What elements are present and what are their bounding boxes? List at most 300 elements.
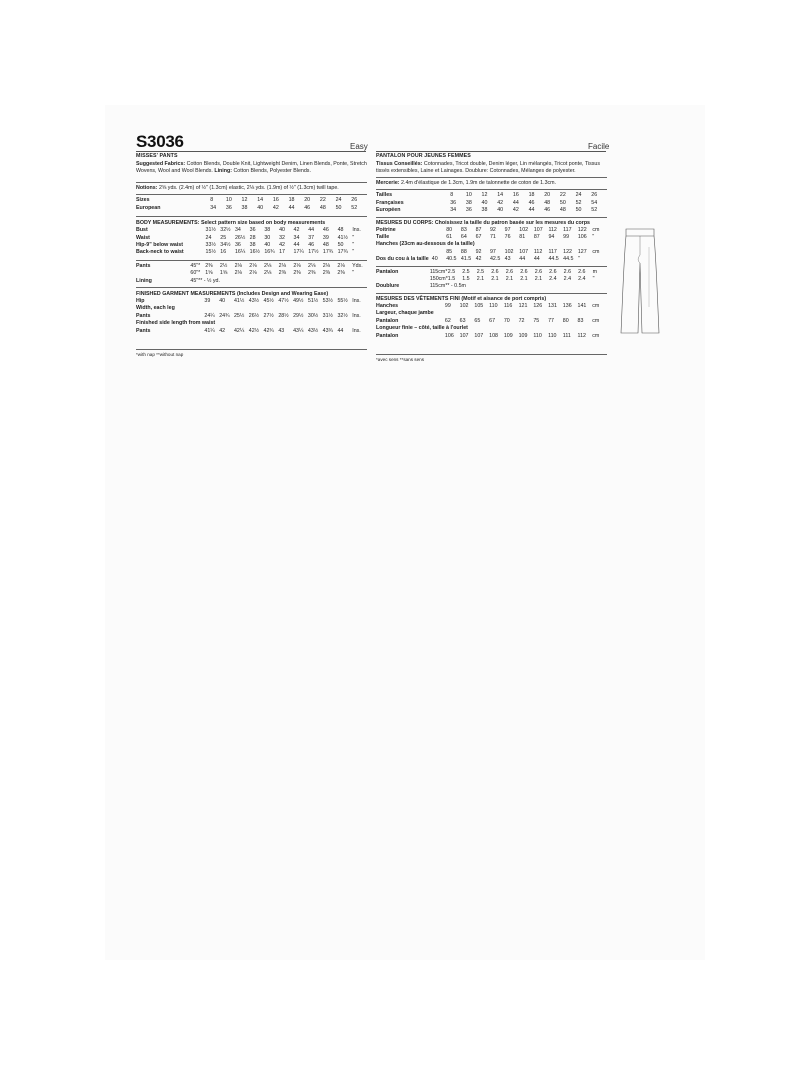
spacer: [195, 197, 211, 204]
row-label: Longueur finie – côté, taille à l'ourlet: [376, 325, 468, 332]
table-cell: 39: [322, 234, 329, 241]
pattern-code: S3036: [136, 132, 184, 151]
table-cell: 102: [504, 248, 514, 255]
unit-label: cm: [592, 248, 600, 255]
table-cell: 76: [504, 234, 511, 241]
table-cell: 50: [337, 242, 344, 249]
unit-label: Ins.: [352, 327, 361, 334]
table-cell: 2.1: [520, 276, 528, 283]
table-cell: 106: [577, 234, 587, 241]
table-cell: 72: [518, 317, 525, 324]
table-cell: 1⅝: [205, 270, 213, 277]
table-cell: 31½: [205, 227, 216, 234]
table-cell: 27½: [263, 312, 274, 319]
table-cell: 109: [503, 332, 513, 339]
table-cell: 40: [219, 298, 226, 305]
spacer: [431, 318, 445, 325]
table-cell: 26: [591, 192, 598, 199]
table-cell: 1⅝: [219, 270, 228, 277]
table-cell: 20: [544, 192, 551, 199]
table-cell: 136: [562, 302, 572, 309]
lining-text: Cotton Blends, Polyester Blends.: [233, 168, 311, 175]
table-cell: 42.5: [489, 256, 501, 263]
table-cell: 17½: [308, 249, 319, 256]
table-cell: 83: [577, 317, 584, 324]
table-cell: 87: [475, 226, 482, 233]
unit-label: ": [592, 234, 595, 241]
table-cell: 16: [220, 249, 227, 256]
table-row: [136, 320, 367, 327]
unit-label: cm: [592, 332, 600, 339]
table-cell: 107: [519, 248, 529, 255]
divider: [376, 293, 607, 294]
table-cell: 48: [337, 227, 344, 234]
row-label: Taille: [376, 234, 390, 241]
table-cell: 62: [444, 317, 451, 324]
table-cell: 44: [293, 242, 300, 249]
table-cell: 111: [562, 332, 571, 339]
pants-line-drawing-icon: [616, 227, 666, 335]
table-cell: 40: [257, 204, 264, 211]
table-row: [376, 318, 607, 325]
lining-row: [136, 278, 367, 285]
table-cell: 110: [489, 302, 498, 309]
divider: [136, 287, 367, 288]
table-cell: 38: [241, 204, 248, 211]
fabrics-text: Cotton Blends, Double Knit, Lightweight Denim, Linen Blends, Ponte, Stretch Wovens, Wool and Wool Blends.: [136, 161, 367, 175]
unit-label: m: [592, 268, 598, 275]
table-cell: 43: [278, 327, 285, 334]
table-cell: 49½: [293, 298, 304, 305]
table-cell: 112: [548, 226, 557, 233]
french-footnote: *avec sens **sans sens: [376, 356, 425, 362]
row-label: Européen: [376, 207, 401, 214]
table-cell: 25½: [233, 312, 245, 319]
spacer: [191, 235, 205, 242]
table-cell: 2.5: [447, 268, 456, 275]
table-cell: 42: [293, 227, 300, 234]
table-cell: 1.5: [462, 276, 470, 283]
table-cell: 75: [533, 317, 540, 324]
table-cell: 16¼: [234, 249, 246, 256]
table-cell: 2.1: [491, 276, 499, 283]
table-cell: 83: [460, 226, 467, 233]
table-cell: 14: [497, 192, 504, 199]
table-cell: 97: [489, 248, 496, 255]
spacer: [191, 227, 205, 234]
table-cell: 32: [279, 234, 285, 241]
row-label: Françaises: [376, 199, 404, 206]
finished-measurements-table: [376, 303, 607, 340]
table-cell: 117: [548, 248, 557, 255]
row-label: Waist: [136, 234, 150, 241]
divider: [136, 260, 367, 261]
table-cell: 2.1: [476, 276, 485, 283]
table-cell: 34: [210, 204, 217, 211]
row-label: Hip-9" below waist: [136, 242, 183, 249]
table-cell: 29½: [293, 312, 304, 319]
table-cell: 42½: [248, 327, 260, 334]
body-measurements-header: MESURES DU CORPS: Choisissez la taille du patron basée sur les mesures du corps: [376, 219, 590, 226]
french-title: PANTALON POUR JEUNES FEMMES: [376, 153, 471, 159]
table-cell: 107: [533, 226, 543, 233]
table-cell: 2⅛: [322, 262, 331, 269]
table-cell: 46: [308, 242, 315, 249]
row-label: Pantalon: [376, 332, 399, 339]
table-cell: 26½: [234, 234, 246, 241]
row-label: Poitrine: [376, 226, 396, 233]
fabric-width: 45"*: [190, 262, 201, 269]
table-cell: 67: [475, 234, 482, 241]
table-cell: 14: [257, 197, 264, 204]
table-cell: 22: [319, 197, 326, 204]
divider: [376, 189, 607, 190]
table-cell: 63: [459, 317, 466, 324]
table-cell: 36: [450, 199, 457, 206]
table-row: [376, 227, 607, 234]
table-cell: 46: [304, 204, 311, 211]
table-cell: 2⅛: [249, 262, 257, 269]
table-cell: 40: [279, 227, 285, 234]
table-row: [376, 276, 607, 283]
spacer: [435, 192, 451, 199]
table-cell: 77: [548, 317, 554, 324]
table-cell: 36: [225, 204, 232, 211]
spacer: [431, 303, 445, 310]
notions-text: 2.4m d'élastique de 1.3cm, 1.9m de talonnette de coton de 1.3cm.: [401, 180, 557, 187]
unit-label: Ins.: [352, 227, 361, 234]
table-cell: 106: [444, 332, 454, 339]
table-cell: 20: [304, 197, 311, 204]
row-label: Pants: [136, 262, 151, 269]
row-label: Width, each leg: [136, 305, 175, 312]
spacer: [190, 328, 204, 335]
finished-measurements-header: MESURES DES VÊTEMENTS FINI (Motif et aisance de port compris): [376, 295, 547, 302]
unit-label: ": [352, 270, 354, 277]
table-cell: 102: [519, 226, 529, 233]
table-cell: 2⅛: [234, 262, 242, 269]
table-cell: 81: [519, 234, 526, 241]
table-cell: 54: [591, 199, 598, 206]
spacer: [432, 249, 446, 256]
table-row: [136, 305, 367, 312]
row-label: Pantalon: [376, 268, 399, 275]
table-cell: 141: [577, 302, 587, 309]
table-cell: 40: [497, 207, 504, 214]
table-cell: 26½: [248, 312, 260, 319]
table-cell: 38: [481, 207, 488, 214]
table-cell: 109: [518, 332, 528, 339]
english-footnote: *with nap **without nap: [136, 352, 184, 358]
english-fabrics: [136, 161, 367, 175]
table-cell: 24¼: [204, 312, 215, 319]
table-cell: 12: [481, 192, 488, 199]
table-cell: 2⅛: [234, 270, 242, 277]
table-cell: 44: [288, 204, 295, 211]
table-cell: 24: [205, 234, 212, 241]
table-cell: 30: [264, 234, 271, 241]
table-cell: 2⅛: [249, 270, 257, 277]
table-cell: 2⅜: [293, 270, 301, 277]
size-table: [136, 197, 367, 212]
table-row: [376, 207, 607, 214]
table-cell: 25: [220, 234, 227, 241]
table-cell: 105: [474, 302, 484, 309]
table-cell: 88: [460, 248, 467, 255]
table-cell: 44: [512, 199, 519, 206]
table-cell: 2.1: [505, 276, 514, 283]
table-row: [376, 249, 607, 256]
table-cell: 26: [351, 197, 358, 204]
table-cell: 22: [559, 192, 566, 199]
pattern-envelope-back: [105, 105, 705, 960]
table-cell: 2⅛: [337, 262, 345, 269]
table-cell: 34½: [220, 242, 231, 249]
table-cell: 41.5: [460, 256, 472, 263]
table-cell: 2.1: [534, 276, 543, 283]
table-cell: 40.5: [446, 256, 457, 263]
table-row: [136, 270, 367, 277]
divider: [376, 177, 607, 178]
size-table: [376, 192, 607, 214]
table-cell: 42: [475, 256, 482, 263]
table-cell: 28: [249, 234, 256, 241]
row-label: Doublure: [376, 283, 400, 290]
table-row: [376, 333, 607, 340]
lining-label: Lining:: [214, 168, 232, 175]
table-row: [376, 269, 607, 276]
table-cell: 71: [489, 234, 496, 241]
table-cell: 43½: [248, 298, 260, 305]
table-cell: 2⅛: [308, 262, 316, 269]
table-cell: 2.6: [534, 268, 543, 275]
table-row: [136, 197, 367, 204]
table-cell: 122: [577, 226, 587, 233]
table-cell: 110: [548, 332, 557, 339]
row-label: Finished side length from waist: [136, 320, 216, 327]
table-cell: 2½: [219, 262, 228, 269]
table-row: [136, 313, 367, 320]
english-title: MISSES' PANTS: [136, 153, 178, 159]
table-cell: 17¼: [293, 249, 304, 256]
table-cell: 42: [512, 207, 519, 214]
table-cell: 24¾: [219, 312, 230, 319]
fabric-width: 115cm*: [429, 268, 448, 275]
table-cell: 32½: [337, 312, 348, 319]
table-cell: 110: [533, 332, 542, 339]
unit-label: ": [577, 256, 580, 263]
table-cell: 2.5: [476, 268, 485, 275]
table-cell: 42¾: [263, 327, 274, 334]
table-cell: 61: [446, 234, 453, 241]
row-label: Largeur, chaque jambe: [376, 310, 434, 317]
table-cell: 41½: [233, 298, 245, 305]
row-label: Pants: [136, 312, 151, 319]
row-label: [376, 276, 430, 283]
table-cell: 45½: [263, 298, 274, 305]
table-cell: 16½: [249, 249, 260, 256]
row-label: Back-neck to waist: [136, 249, 184, 256]
table-cell: 42: [497, 199, 504, 206]
table-cell: 116: [503, 302, 513, 309]
table-cell: 44.5: [548, 256, 559, 263]
table-row: [136, 227, 367, 234]
lining-yardage: 115cm** - 0.5m: [429, 283, 466, 290]
table-cell: 48: [319, 204, 326, 211]
table-cell: 43½: [307, 327, 319, 334]
table-cell: 48: [559, 207, 566, 214]
divider: [376, 266, 607, 267]
table-cell: 53½: [322, 298, 333, 305]
divider: [136, 194, 367, 195]
table-cell: 50: [575, 207, 582, 214]
table-cell: 127: [577, 248, 587, 255]
row-label: Bust: [136, 227, 148, 234]
table-cell: 42: [279, 242, 285, 249]
row-label: Dos du cou à la taille: [376, 256, 429, 263]
table-cell: 44: [519, 256, 526, 263]
table-cell: 33½: [205, 242, 216, 249]
spacer: [432, 227, 446, 234]
table-cell: 70: [503, 317, 510, 324]
table-cell: 46: [544, 207, 551, 214]
table-cell: 44.5: [563, 256, 574, 263]
table-cell: 2.4: [563, 276, 572, 283]
row-label: Lining: [136, 277, 152, 284]
spacer: [191, 242, 205, 249]
table-row: [376, 241, 607, 248]
table-cell: 10: [465, 192, 472, 199]
table-cell: 2⅜: [205, 262, 213, 269]
difficulty-en: Easy: [350, 142, 368, 151]
table-cell: 32½: [220, 227, 231, 234]
divider: [136, 349, 367, 350]
table-cell: 80: [562, 317, 569, 324]
table-cell: 40: [481, 199, 488, 206]
table-row: [376, 303, 607, 310]
table-cell: 2.6: [520, 268, 528, 275]
row-label: Hip: [136, 298, 145, 305]
difficulty-fr: Facile: [588, 142, 610, 151]
table-cell: 18: [528, 192, 535, 199]
table-cell: 99: [563, 234, 570, 241]
table-cell: 46: [528, 199, 535, 206]
table-cell: 2.4: [578, 276, 586, 283]
table-cell: 2.6: [505, 268, 514, 275]
fabrics-label: Tissus Conseillés:: [376, 161, 423, 167]
table-row: [376, 200, 607, 207]
unit-label: ": [352, 234, 355, 241]
lining-row: [376, 283, 607, 290]
table-cell: 87: [533, 234, 540, 241]
table-cell: 122: [563, 248, 572, 255]
row-label: [136, 270, 190, 277]
table-cell: 43¼: [293, 327, 304, 334]
body-measurements-header: BODY MEASUREMENTS: Select pattern size based on body measurements: [136, 220, 326, 227]
table-cell: 36: [234, 242, 241, 249]
table-cell: 108: [489, 332, 498, 339]
french-notions: [376, 180, 607, 187]
spacer: [435, 207, 451, 214]
table-cell: 2⅜: [322, 270, 331, 277]
table-cell: 2⅜: [308, 270, 316, 277]
fabric-width: 60"*: [190, 270, 201, 277]
table-cell: 17¾: [322, 249, 334, 256]
row-label: Sizes: [136, 197, 150, 204]
table-cell: 2⅜: [278, 270, 286, 277]
french-fabrics: [376, 161, 607, 175]
fabrics-text: Cotonnades, Tricot double, Denim léger, Lin mélangés, Tricot ponte, Tissus tissés extensibles, Laine et Lainages. Doublure: Cotonnades, Mélanges de polyester.: [376, 161, 600, 175]
table-cell: 112: [533, 248, 543, 255]
table-cell: 48: [322, 242, 329, 249]
unit-label: cm: [592, 226, 600, 233]
notions-text: 2⅝ yds. (2.4m) of ½" (1.3cm) elastic, 2⅛ yds. (1.9m) of ½" (1.3cm) twill tape.: [158, 185, 339, 192]
table-cell: 55½: [337, 298, 348, 305]
lining-yardage: 45"** - ½ yd.: [190, 277, 220, 284]
table-cell: 16: [272, 197, 279, 204]
table-cell: 16: [512, 192, 519, 199]
table-cell: 126: [533, 302, 543, 309]
table-cell: 44: [528, 207, 535, 214]
table-row: [376, 234, 607, 241]
table-cell: 24: [575, 192, 582, 199]
table-cell: 8: [450, 192, 454, 199]
french-column: [376, 135, 610, 362]
table-cell: 39: [204, 298, 211, 305]
table-cell: 44: [308, 227, 315, 234]
unit-label: ": [352, 249, 355, 256]
table-cell: 52: [575, 199, 582, 206]
table-cell: 1.5: [447, 276, 456, 283]
table-cell: 2⅛: [263, 270, 272, 277]
table-cell: 44: [533, 256, 540, 263]
table-cell: 38: [264, 227, 271, 234]
unit-label: cm: [592, 317, 600, 324]
table-cell: 43: [504, 256, 511, 263]
table-cell: 2.6: [563, 268, 572, 275]
table-cell: 34: [234, 227, 241, 234]
table-row: [136, 205, 367, 212]
table-cell: 42¼: [233, 327, 245, 334]
divider: [376, 217, 607, 218]
table-row: [136, 298, 367, 305]
table-row: [136, 263, 367, 270]
table-cell: 2.4: [549, 276, 557, 283]
table-cell: 112: [577, 332, 586, 339]
table-row: [136, 249, 367, 256]
table-cell: 12: [241, 197, 248, 204]
row-label: Tailles: [376, 192, 393, 199]
table-cell: 42: [219, 327, 226, 334]
table-row: [376, 192, 607, 199]
finished-measurements-table: [136, 298, 367, 335]
unit-label: ": [352, 242, 355, 249]
table-cell: 99: [444, 302, 451, 309]
yardage-table: [136, 263, 367, 285]
table-cell: 97: [504, 226, 511, 233]
spacer: [431, 333, 445, 340]
table-cell: 16¾: [264, 249, 275, 256]
table-cell: 50: [335, 204, 342, 211]
table-cell: 50: [559, 199, 566, 206]
row-label: Pants: [136, 327, 151, 334]
divider: [136, 216, 367, 217]
table-row: [136, 328, 367, 335]
table-cell: 92: [475, 248, 482, 255]
table-cell: 17: [279, 249, 285, 256]
unit-label: cm: [592, 302, 600, 309]
unit-label: Yds.: [352, 262, 363, 269]
